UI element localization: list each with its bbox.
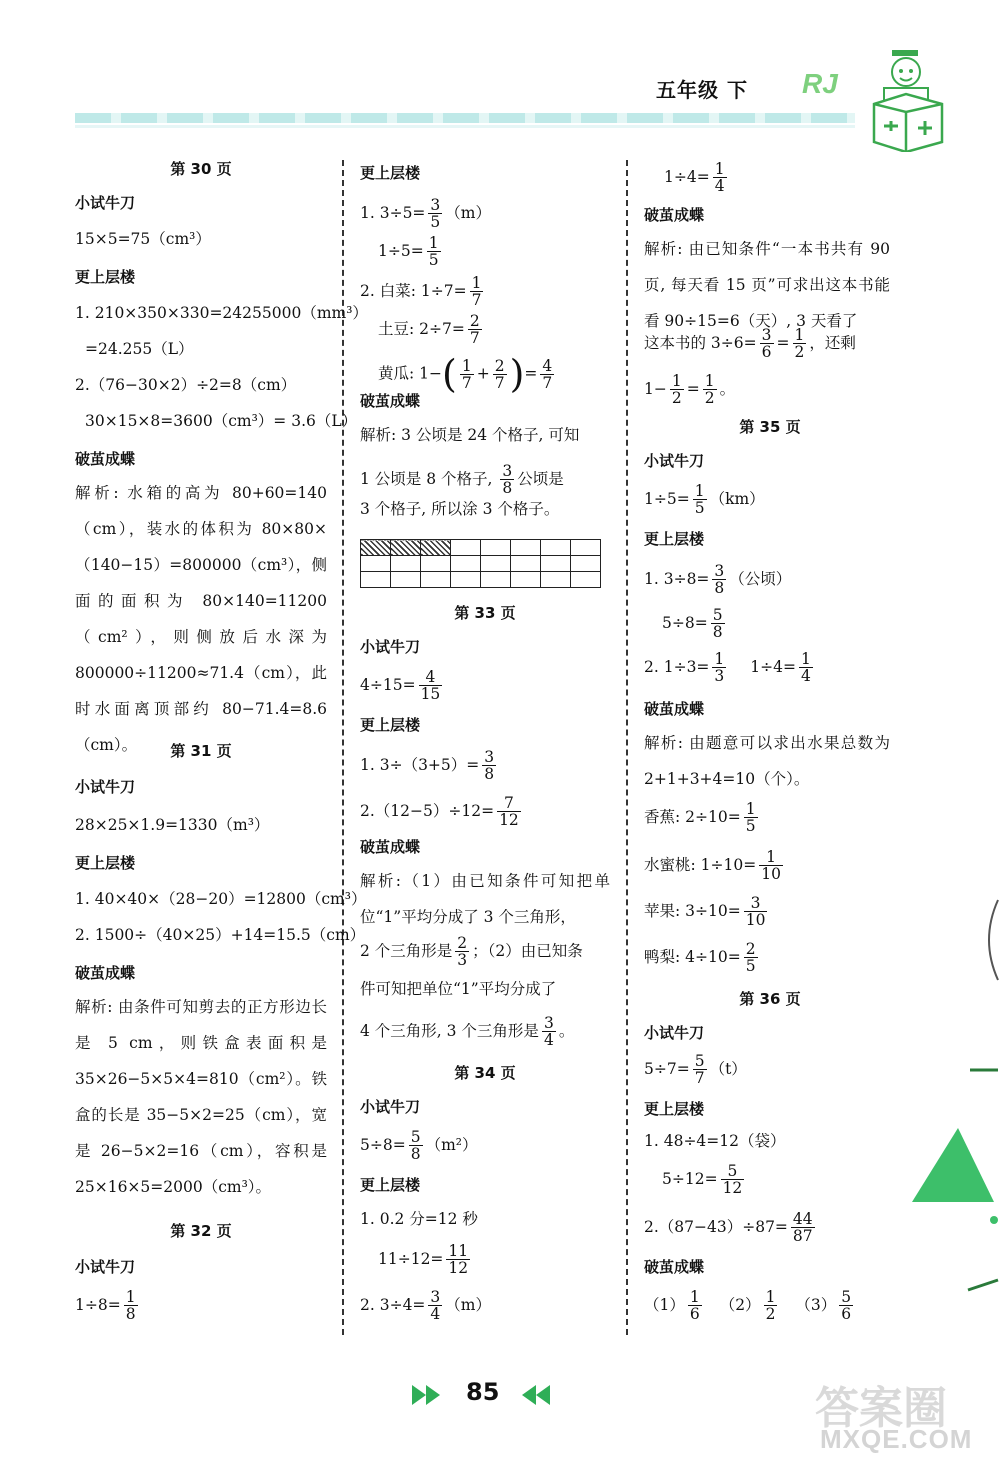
answer-line: 1. 210×350×330=24255000（mm³）	[75, 304, 368, 322]
answer-line: 1÷4= $\frac{1}{4}$	[664, 160, 725, 196]
answer-line: 2.（87−43）÷87= $\frac{44}{87}$	[644, 1210, 813, 1246]
section-up: 更上层楼	[360, 164, 421, 182]
answer-line: 香蕉: 2÷10= $\frac{1}{5}$	[644, 800, 756, 836]
page-heading-31: 第 31 页	[170, 742, 232, 760]
answer-line: 苹果: 3÷10= $\frac{3}{10}$	[644, 894, 766, 930]
edge-decoration-icon	[910, 880, 1000, 1330]
page-heading-33: 第 33 页	[454, 604, 516, 622]
section-up: 更上层楼	[644, 530, 705, 548]
section-up: 更上层楼	[75, 268, 136, 286]
section-try: 小试牛刀	[644, 452, 705, 470]
answer-line: 5÷7= $\frac{5}{7}$ （t）	[644, 1052, 747, 1088]
grid-figure	[360, 539, 601, 588]
answer-line: 黄瓜: 1−( $\frac{1}{7}$ + $\frac{2}{7}$ )= $\frac{4}{7}$	[378, 352, 553, 396]
section-up: 更上层楼	[360, 1176, 421, 1194]
column-divider-1	[342, 160, 344, 1335]
explanation-line: 解析: 3 公顷是 24 个格子, 可知	[360, 426, 580, 444]
answer-line: 1. 48÷4=12（袋）	[644, 1132, 786, 1150]
mascot-icon	[862, 42, 952, 152]
section-break: 破茧成蝶	[644, 700, 705, 718]
section-break: 破茧成蝶	[75, 450, 136, 468]
section-break: 破茧成蝶	[360, 838, 421, 856]
page-number: 85	[466, 1378, 500, 1406]
answer-line: （1） $\frac{1}{6}$ （2） $\frac{1}{2}$ （3） $\frac{5}{6}$	[644, 1288, 852, 1324]
section-break: 破茧成蝶	[644, 206, 705, 224]
explanation-line: 1− $\frac{1}{2}$ = $\frac{1}{2}$ 。	[644, 372, 736, 408]
answer-line: 1. 3÷5= $\frac{3}{5}$ （m）	[360, 196, 491, 232]
explanation-paragraph: 解析: 水箱的高为 80+60=140（cm），装水的体积为 80×80×（140−15）=800000（cm³），侧面的面积为 80×140=11200（cm²），则侧放后水深为 800000÷11200≈71.4（cm），此时水面离顶部约 80−71.4=8.6（cm）。	[75, 484, 327, 754]
publisher-logo: RJ	[802, 68, 838, 99]
answer-line: 1÷8= $\frac{1}{8}$	[75, 1288, 136, 1324]
answer-line: 1÷5= $\frac{1}{5}$	[378, 234, 439, 270]
section-try: 小试牛刀	[75, 778, 136, 796]
explanation-line: 4 个三角形, 3 个三角形是 $\frac{3}{4}$ 。	[360, 1014, 575, 1050]
section-try: 小试牛刀	[360, 638, 421, 656]
answer-line: 鸭梨: 4÷10= $\frac{2}{5}$	[644, 940, 756, 976]
explanation-paragraph: 解析: 由题意可以求出水果总数为 2+1+3+4=10（个）。	[644, 734, 890, 788]
backward-arrows-icon	[518, 1383, 552, 1407]
answer-line: 2. 1500÷（40×25）+14=15.5（cm）	[75, 926, 366, 944]
answer-line: 2.（76−30×2）÷2=8（cm）	[75, 376, 297, 394]
explanation-paragraph: 解析: 由条件可知剪去的正方形边长是 5 cm，则铁盒表面积是 35×26−5×5×4=810（cm²）。铁盒的长是 35−5×2=25（cm），宽是 26−5×2=16（cm），容积是 25×16×5=2000（cm³）。	[75, 998, 327, 1196]
answer-line: 2. 白菜: 1÷7= $\frac{1}{7}$	[360, 274, 482, 310]
explanation-line: 2 个三角形是 $\frac{2}{3}$ ；（2）由已知条	[360, 934, 583, 970]
explanation-line: 这本书的 3÷6= $\frac{3}{6}$ = $\frac{1}{2}$ ，还剩	[644, 326, 856, 362]
section-break: 破茧成蝶	[75, 964, 136, 982]
page-heading-36: 第 36 页	[739, 990, 801, 1008]
answer-line: 1. 3÷（3+5）= $\frac{3}{8}$	[360, 748, 495, 784]
header-band-thin	[75, 125, 855, 128]
answer-line: 2.（12−5）÷12= $\frac{7}{12}$	[360, 794, 519, 830]
answer-line: 5÷8= $\frac{5}{8}$	[662, 606, 723, 642]
answer-line: 2. 1÷3= $\frac{1}{3}$ 1÷4= $\frac{1}{4}$	[644, 650, 811, 686]
page-heading-30: 第 30 页	[170, 160, 232, 178]
forward-arrows-icon	[410, 1383, 444, 1407]
section-break: 破茧成蝶	[644, 1258, 705, 1276]
page-heading-32: 第 32 页	[170, 1222, 232, 1240]
explanation-line: 件可知把单位“1”平均分成了	[360, 980, 557, 998]
answer-line: 1÷5= $\frac{1}{5}$ （km）	[644, 482, 765, 518]
answer-line: 土豆: 2÷7= $\frac{2}{7}$	[378, 312, 480, 348]
answer-line: 28×25×1.9=1330（m³）	[75, 816, 270, 834]
fraction: $\frac{1}{8}$	[125, 1288, 136, 1324]
answer-line: 11÷12= $\frac{11}{12}$	[378, 1242, 469, 1278]
explanation-line: 1 公顷是 8 个格子, $\frac{3}{8}$ 公顷是	[360, 462, 564, 498]
answer-line: 30×15×8=3600（cm³）= 3.6（L）	[85, 412, 358, 430]
answer-line: 1. 0.2 分=12 秒	[360, 1210, 478, 1228]
page-heading-34: 第 34 页	[454, 1064, 516, 1082]
answer-line: 5÷8= $\frac{5}{8}$ （m²）	[360, 1128, 478, 1164]
section-try: 小试牛刀	[75, 1258, 136, 1276]
answer-line: 15×5=75（cm³）	[75, 230, 211, 248]
section-try: 小试牛刀	[75, 194, 136, 212]
grade-label: 五年级 下	[656, 78, 748, 102]
section-try: 小试牛刀	[360, 1098, 421, 1116]
section-up: 更上层楼	[360, 716, 421, 734]
header-band	[75, 113, 855, 123]
page-heading-35: 第 35 页	[739, 418, 801, 436]
column-divider-2	[626, 160, 628, 1335]
watermark-url: MXQE.COM	[820, 1424, 973, 1454]
answer-line: 5÷12= $\frac{5}{12}$	[662, 1162, 743, 1198]
section-try: 小试牛刀	[644, 1024, 705, 1042]
section-up: 更上层楼	[644, 1100, 705, 1118]
answer-line: 1. 3÷8= $\frac{3}{8}$ （公顷）	[644, 562, 792, 598]
page-header	[0, 0, 1000, 150]
answer-line: =24.255（L）	[85, 340, 194, 358]
watermark-logo: 答案圈	[815, 1383, 947, 1434]
answer-line: 4÷15= $\frac{4}{15}$	[360, 668, 441, 704]
explanation-paragraph: 解析: 由已知条件“一本书共有 90 页, 每天看 15 页”可求出这本书能看 90÷15=6（天）, 3 天看了	[644, 240, 890, 330]
explanation-line: 解析:（1）由已知条件可知把单位“1”平均分成了 3 个三角形，	[360, 872, 610, 926]
section-break: 破茧成蝶	[360, 392, 421, 410]
section-up: 更上层楼	[75, 854, 136, 872]
answer-line: 水蜜桃: 1÷10= $\frac{1}{10}$	[644, 848, 781, 884]
answer-line: 2. 3÷4= $\frac{3}{4}$ （m）	[360, 1288, 491, 1324]
answer-line: 1. 40×40×（28−20）=12800（cm³）	[75, 890, 367, 908]
explanation-line: 3 个格子, 所以涂 3 个格子。	[360, 500, 560, 518]
